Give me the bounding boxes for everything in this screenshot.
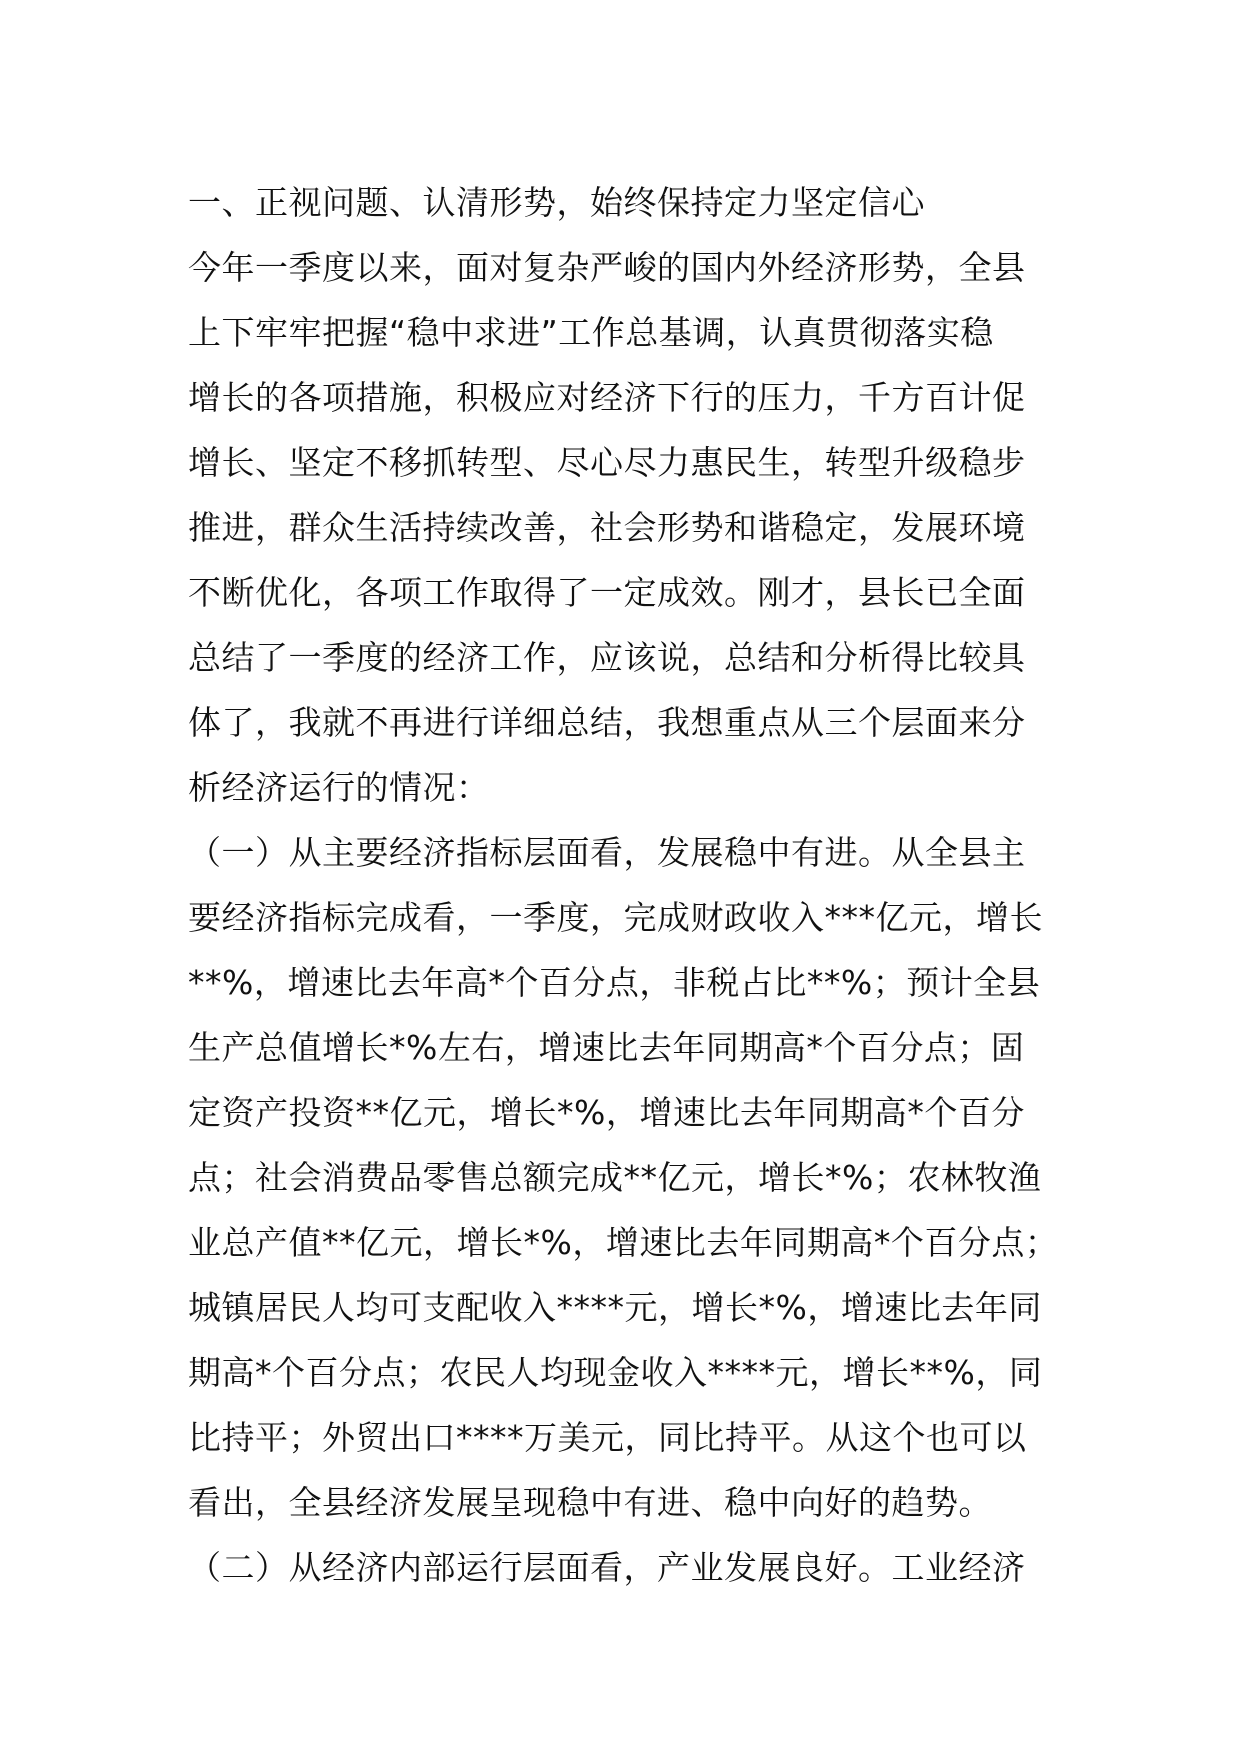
text-line: 业总产值**亿元，增长*%，增速比去年同期高*个百分点； <box>188 1223 1059 1262</box>
text-line: 上下牢牢把握“稳中求进”工作总基调，认真贯彻落实稳 <box>188 313 994 352</box>
text-line: 比持平；外贸出口****万美元，同比持平。从这个也可以 <box>188 1418 1027 1457</box>
text-line: 要经济指标完成看，一季度，完成财政收入***亿元，增长 <box>188 898 1043 937</box>
text-line: 期高*个百分点；农民人均现金收入****元，增长**%，同 <box>188 1353 1043 1392</box>
subsection-line: （一）从主要经济指标层面看，发展稳中有进。从全县主 <box>188 833 1026 872</box>
text-line: 析经济运行的情况： <box>188 768 490 807</box>
text-line: 点；社会消费品零售总额完成**亿元，增长*%；农林牧渔 <box>188 1158 1042 1197</box>
text-line: 生产总值增长*%左右，增速比去年同期高*个百分点；固 <box>188 1028 1025 1067</box>
text-line: 推进，群众生活持续改善，社会形势和谐稳定，发展环境 <box>188 508 1026 547</box>
subsection-line: （二）从经济内部运行层面看，产业发展良好。工业经济 <box>188 1548 1026 1587</box>
document-body <box>188 170 1088 1600</box>
text-line: 定资产投资**亿元，增长*%，增速比去年同期高*个百分 <box>188 1093 1025 1132</box>
text-line: 不断优化，各项工作取得了一定成效。刚才，县长已全面 <box>188 573 1026 612</box>
text-line: 总结了一季度的经济工作，应该说，总结和分析得比较具 <box>188 638 1026 677</box>
text-line: 增长的各项措施，积极应对经济下行的压力，千方百计促 <box>188 378 1026 417</box>
text-line: 城镇居民人均可支配收入****元，增长*%，增速比去年同 <box>188 1288 1042 1327</box>
section-heading: 一、正视问题、认清形势，始终保持定力坚定信心 <box>188 183 925 222</box>
text-line: 看出，全县经济发展呈现稳中有进、稳中向好的趋势。 <box>188 1483 992 1522</box>
text-line: 今年一季度以来，面对复杂严峻的国内外经济形势，全县 <box>188 248 1026 287</box>
text-line: **%，增速比去年高*个百分点，非税占比**%；预计全县 <box>188 963 1041 1002</box>
text-line: 体了，我就不再进行详细总结，我想重点从三个层面来分 <box>188 703 1026 742</box>
text-line: 增长、坚定不移抓转型、尽心尽力惠民生，转型升级稳步 <box>188 443 1026 482</box>
